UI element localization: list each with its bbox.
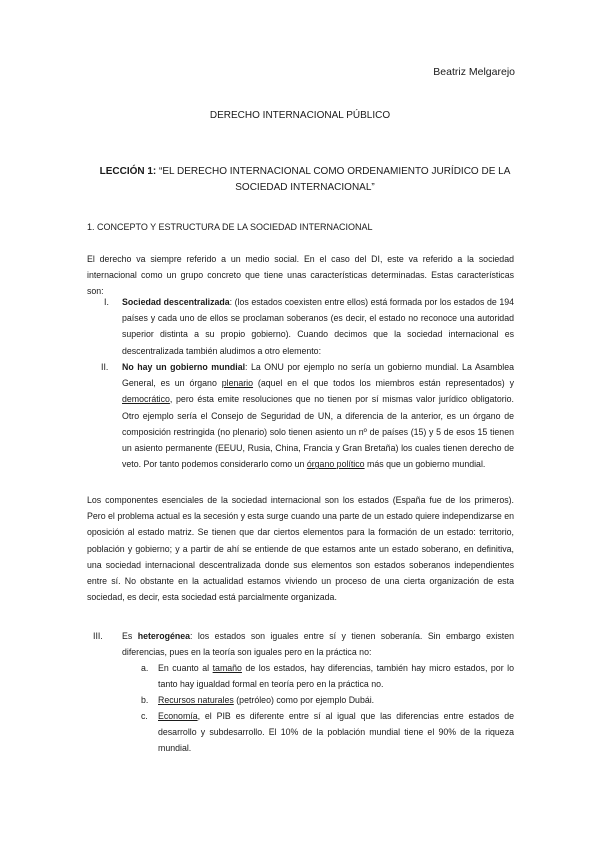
- components-paragraph: Los componentes esenciales de la sociedad internacional son los estados (España fue de los primeros). Pero el problema actual es la secesión y esta surge cuando una parte de un estado quiere independizarse en oposición al estado matriz. Se tienen que dar ciertos elementos para la formación de un estado: territorio, población y gobierno; y a partir de ahí se entiende de que estamos ante un estado soberano, en definitiva, una sociedad internacional descentralizada donde sus elementos son estados soberanos independientes entre sí. No obstante en la actualidad estamos viviendo un proceso de una cierta organización de esta sociedad, es decir, esta sociedad está parcialmente organizada.: [87, 495, 514, 603]
- sub-item-economy: [158, 708, 514, 757]
- item1-text: : (los estados coexisten entre ellos) está formada por los estados de 194 países y cada uno de ellos se proclaman soberanos (es decir, el estado no reconoce una autoridad superior distinta a su propio gobierno). Cuando decimos que la sociedad internacional es descentralizada también aludimos a otro elemento:: [122, 297, 515, 356]
- term-decentralized: Sociedad descentralizada: [122, 297, 230, 307]
- underlined-democratico: democrático: [122, 394, 170, 405]
- sub-item-size: [158, 660, 514, 692]
- item2-text-3: , pero ésta emite resoluciones que no tienen por sí mismas valor jurídico obligatorio. Otro ejemplo sería el Consejo de Seguridad de UN, a diferencia de la anterior, es un órgano de composición restringida (no plenario) solo tienen asiento un nº de países (15) y 5 de esos 15 tienen un asiento permanente (EEUU, Rusia, China, Francia y Gran Bretaña) los cuales tienen derecho de veto. Por tanto podemos considerarlo como un: [122, 394, 514, 470]
- sub-c-text: , el PIB es diferente entre sí al igual que las diferencias entre estados de desarrollo y subdesarrollo. El 10% de la población mundial tiene el 90% de la riqueza mundial.: [158, 711, 514, 754]
- sub-letter-b: b.: [141, 695, 149, 705]
- intro-paragraph: El derecho va siempre referido a un medio social. En el caso del DI, este va referido a la sociedad internacional como un grupo concreto que tiene unas características determinadas. Estas características son:: [87, 254, 514, 297]
- item2-text-1: : La ONU por ejemplo no sería un gobierno mundial. La Asamblea General, es un órgano: [122, 362, 514, 389]
- underlined-recursos-naturales: Recursos naturales: [158, 695, 234, 705]
- item2-text-2: (aquel en el que todos los miembros están representados) y: [253, 378, 515, 389]
- list-numeral-3: III.: [93, 631, 103, 641]
- sub-a-text-1: En cuanto al: [158, 663, 213, 673]
- item3-text-2: : los estados son iguales entre sí y tienen soberanía. Sin embargo existen diferencias, pues en la teoría son iguales pero en la práctica no:: [122, 631, 514, 658]
- term-heterogeneous: heterogénea: [137, 631, 191, 641]
- author-name: Beatriz Melgarejo: [433, 66, 515, 78]
- list-numeral-2: II.: [101, 362, 109, 372]
- lesson-label: LECCIÓN 1:: [99, 166, 157, 177]
- list-item-no-world-government: [122, 359, 514, 472]
- underlined-tamano: tamaño: [212, 663, 242, 673]
- item3-text-1: Es: [122, 631, 138, 641]
- document-title: DERECHO INTERNACIONAL PÚBLICO: [209, 110, 391, 121]
- list-item-heterogeneous: [122, 628, 514, 660]
- lesson-title: “EL DERECHO INTERNACIONAL COMO ORDENAMIENTO JURÍDICO DE LA SOCIEDAD INTERNACIONAL”: [156, 166, 511, 193]
- lesson-heading: [95, 164, 515, 196]
- underlined-organo-politico: órgano político: [306, 459, 365, 470]
- sub-letter-a: a.: [141, 663, 149, 673]
- underlined-economia: Economía: [158, 711, 198, 721]
- sub-b-text: (petróleo) como por ejemplo Dubái.: [233, 695, 375, 705]
- section-heading: 1. CONCEPTO Y ESTRUCTURA DE LA SOCIEDAD INTERNACIONAL: [87, 222, 373, 232]
- list-item-decentralized: [122, 294, 514, 359]
- underlined-plenario: plenario: [221, 378, 254, 389]
- term-no-world-government: No hay un gobierno mundial: [122, 362, 246, 372]
- sub-item-natural-resources: [158, 692, 514, 708]
- sub-a-text-2: de los estados, hay diferencias, también hay micro estados, por lo tanto hay igualdad formal en teoría pero en la práctica no.: [158, 663, 514, 690]
- item2-text-4: más que un gobierno mundial.: [364, 459, 486, 470]
- list-numeral-1: I.: [104, 297, 109, 307]
- sub-letter-c: c.: [141, 711, 148, 721]
